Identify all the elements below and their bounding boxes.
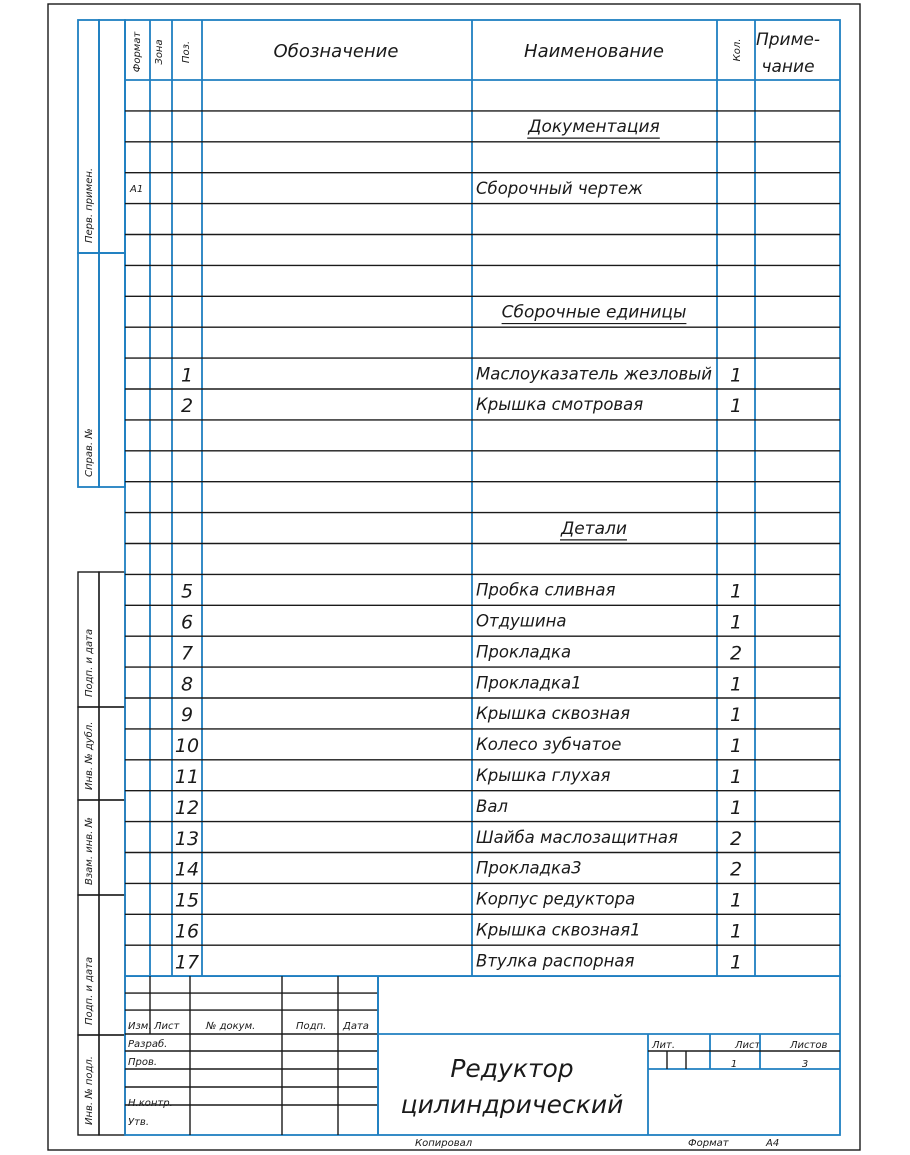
row-quantity: 1 — [729, 580, 743, 603]
document-title-line1: Редуктор — [450, 1054, 574, 1083]
side-block-field — [99, 253, 125, 487]
header-format: Формат — [132, 31, 143, 73]
table-row — [129, 179, 643, 198]
table-row — [181, 364, 742, 386]
row-name: Корпус редуктора — [476, 889, 636, 909]
tb-data: Дата — [343, 1021, 369, 1032]
row-quantity: 1 — [729, 611, 743, 634]
row-quantity: 1 — [729, 951, 743, 974]
row-name: Втулка распорная — [476, 951, 635, 971]
row-position: 5 — [180, 580, 194, 603]
row-name: Пробка сливная — [476, 580, 616, 600]
table-row — [181, 642, 742, 664]
side-block-field — [99, 707, 125, 800]
row-quantity: 1 — [729, 673, 743, 696]
table-row — [181, 704, 742, 726]
tb-sheets-value: 3 — [801, 1059, 809, 1070]
table-row — [175, 859, 742, 881]
tb-lit: Лит. — [652, 1040, 676, 1051]
header-pos: Поз. — [181, 40, 192, 64]
row-name: Крышка глухая — [476, 766, 611, 786]
row-quantity: 1 — [729, 889, 743, 912]
table-row — [175, 797, 742, 819]
row-quantity: 2 — [729, 858, 743, 881]
header-note-line2: чание — [761, 57, 815, 77]
row-position: 9 — [180, 704, 194, 727]
row-position: 7 — [180, 642, 194, 665]
row-position: 11 — [174, 766, 200, 789]
side-block-field — [99, 1035, 125, 1135]
row-name: Прокладка — [476, 642, 572, 662]
row-quantity: 2 — [729, 642, 743, 665]
table-row — [175, 890, 742, 912]
header-qty: Кол. — [732, 38, 743, 62]
side-label: Взам. инв. № — [84, 817, 95, 885]
row-name: Сборочный чертеж — [476, 178, 643, 198]
row-name: Прокладка1 — [476, 673, 582, 693]
row-quantity: 1 — [729, 920, 743, 943]
footer-copied: Копировал — [415, 1138, 473, 1149]
row-name: Крышка сквозная1 — [476, 920, 641, 940]
footer-format-label: Формат — [688, 1138, 729, 1149]
side-block-field — [99, 572, 125, 707]
row-name: Крышка смотровая — [476, 395, 644, 415]
row-name: Крышка сквозная — [476, 704, 631, 724]
side-block-field — [99, 895, 125, 1035]
table-row — [175, 766, 742, 788]
outer-frame — [48, 4, 860, 1150]
row-position: 10 — [174, 735, 200, 758]
title-block — [125, 976, 840, 1135]
row-quantity: 1 — [729, 796, 743, 819]
tb-izm: Изм. — [128, 1021, 152, 1032]
row-position: 1 — [180, 364, 194, 387]
row-position: 16 — [174, 920, 200, 943]
tb-utv: Утв. — [128, 1117, 149, 1128]
row-quantity: 1 — [729, 364, 743, 387]
table-row — [181, 612, 742, 634]
row-position: 15 — [174, 889, 200, 912]
table-row — [181, 673, 742, 695]
row-name: Отдушина — [476, 611, 567, 631]
row-name: Вал — [476, 796, 508, 816]
side-label: Перв. примен. — [84, 167, 95, 243]
tb-razrab: Разраб. — [128, 1039, 168, 1050]
row-quantity: 1 — [729, 735, 743, 758]
section-heading: Сборочные единицы — [501, 302, 687, 323]
side-label: Подп. и дата — [84, 628, 95, 697]
row-format: А1 — [130, 183, 144, 195]
table-row — [175, 921, 742, 943]
row-quantity: 1 — [729, 766, 743, 789]
side-block-field — [99, 20, 125, 253]
side-label: Инв. № подл. — [84, 1056, 95, 1125]
row-position: 12 — [174, 796, 200, 819]
row-quantity: 1 — [729, 704, 743, 727]
row-name: Колесо зубчатое — [476, 735, 622, 755]
footer-format-value: А4 — [766, 1138, 780, 1149]
header-note-line1: Приме- — [755, 30, 821, 50]
tb-nkontr: Н.контр. — [128, 1098, 173, 1109]
section-heading: Детали — [561, 518, 627, 539]
row-position: 6 — [180, 611, 194, 634]
row-name: Прокладка3 — [476, 858, 582, 878]
side-label: Справ. № — [84, 428, 95, 477]
row-quantity: 2 — [729, 827, 743, 850]
table-row — [175, 951, 742, 973]
row-name: Шайба маслозащитная — [476, 827, 678, 847]
side-label: Подп. и дата — [84, 956, 95, 1025]
side-label: Инв. № дубл. — [84, 721, 95, 790]
row-name: Маслоуказатель жезловый — [476, 364, 712, 384]
row-quantity: 1 — [729, 395, 743, 418]
row-position: 8 — [180, 673, 194, 696]
tb-doc: № докум. — [206, 1021, 256, 1032]
row-position: 13 — [174, 827, 200, 850]
header-name: Наименование — [524, 41, 664, 62]
tb-sheet-value: 1 — [730, 1059, 738, 1070]
header-zone: Зона — [154, 39, 165, 65]
table-row — [175, 828, 742, 850]
row-position: 14 — [174, 858, 200, 881]
tb-list: Лист — [154, 1021, 180, 1032]
table-row — [181, 395, 742, 417]
table-row — [502, 303, 687, 324]
table-row — [181, 581, 742, 603]
tb-sheet: Лист — [735, 1040, 761, 1051]
tb-prov: Пров. — [128, 1057, 158, 1068]
tb-podp: Подп. — [296, 1021, 327, 1032]
tb-sheets: Листов — [790, 1040, 828, 1051]
side-block-field — [99, 800, 125, 895]
header-designation: Обозначение — [273, 41, 399, 62]
row-position: 2 — [180, 395, 194, 418]
table-row — [527, 117, 660, 138]
row-position: 17 — [174, 951, 200, 974]
side-strip — [78, 20, 125, 1135]
table-row — [175, 735, 742, 757]
document-title-line2: цилиндрический — [400, 1090, 624, 1119]
spec-rows — [129, 117, 742, 973]
section-heading: Документация — [528, 117, 660, 138]
table-row — [560, 519, 627, 540]
